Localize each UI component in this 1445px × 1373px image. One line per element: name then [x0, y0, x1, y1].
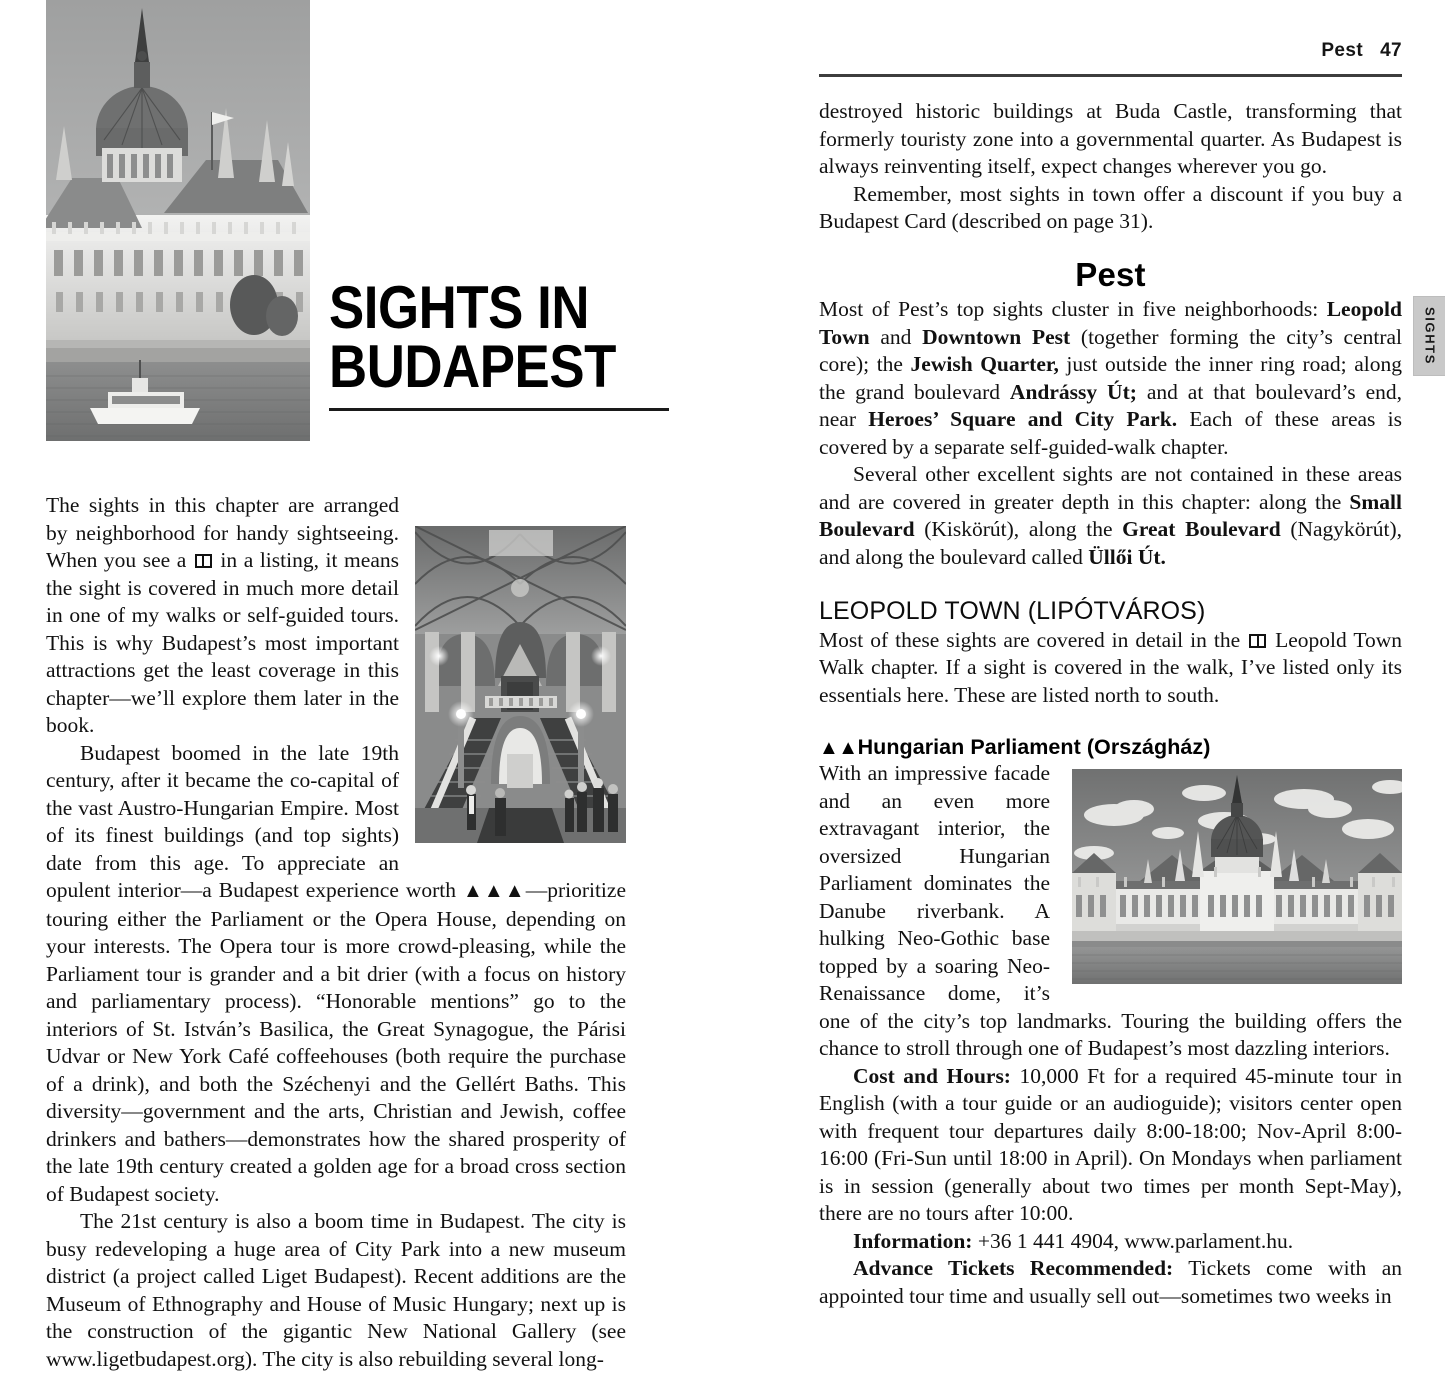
side-tab-sights[interactable]: [1413, 296, 1445, 376]
parliament-exterior-danube-photo: [46, 0, 310, 441]
pest-term-leopold-town: Leopold Town: [819, 297, 1402, 349]
cost-and-hours-paragraph: [819, 1063, 1402, 1228]
left-p2-part-a: Budapest boomed in the late 19th century, after it became the co-capital of the vast Austro-Hungarian Empire. Most of its finest buildings (and top sights) date from this age. To appreciate an opulent interior—a Budapest experience worth: [46, 740, 463, 902]
left-p2-part-b: —prioritize touring either the Parliament or the Opera House, depending on your interests. The Opera tour is more crowd-pleasing, while the Parliament tour is grander and a bit drier (with a focus on history and parliamentary process). “Honorable mentions” go to the interiors of St. István’s Basilica, the Great Synagogue, the Párisi Udvar or New York Café coffeehouses (both require the purchase of a drink), and both the Széchenyi and the Gellért Baths. This diversity—government and the arts, Christian and Jewish, coffee drinkers and bathers—demonstrates how the shared prosperity of the late 19th century created a golden age for a broad cross section of Budapest society.: [46, 878, 626, 1206]
parliament-riverfront-panorama-photo: [1072, 769, 1402, 984]
pest-p1-d: (together forming the city’s central core); the: [819, 324, 1403, 377]
information-paragraph: [819, 1228, 1402, 1256]
header-section-label: Pest: [1321, 40, 1364, 61]
pest-paragraph-1: [819, 296, 1402, 461]
chapter-title-line2: BUDAPEST: [329, 333, 616, 401]
pest-p1-e: just outside the inner ring road; along the grand boulevard: [819, 352, 1402, 404]
advance-tickets-paragraph: [819, 1255, 1402, 1310]
running-header: [819, 40, 1402, 62]
parliament-grand-staircase-interior-photo: [415, 526, 626, 843]
book-icon: [1249, 634, 1266, 648]
right-paragraph-2: Remember, most sights in town offer a discount if you buy a Budapest Card (described on page 31).: [819, 181, 1402, 233]
section-heading-pest: Pest: [1075, 255, 1146, 293]
left-paragraph-3: The 21st century is also a boom time in Budapest. The city is busy redeveloping a huge area of City Park into a new museum district (a project called Liget Budapest). Recent additions are the Museum of Ethnography and House of Music Hungary; next up is the construction of the gigantic New National Gallery (see www.ligetbudapest.org). The city is also rebuilding several long-: [46, 1209, 626, 1371]
advance-tickets-text: Tickets come with an appointed tour time and usually sell out—sometimes two weeks in: [819, 1256, 1402, 1308]
cost-and-hours-text: 10,000 Ft for a required 45-minute tour in English (with a tour guide or an audioguide); visitors center open with frequent tour departures daily 8:00-18:00; Nov-April 8:00-16:00 (Fri-Sun until 18:00 in April). On Mondays when parliament is in session (generally about two times per month Sept-May), there are no tours after 10:00.: [819, 1063, 1402, 1226]
pest-term-andrassy-ut: Andrássy Út;: [1009, 379, 1137, 404]
left-p1-part-b: in a listing, it means the sight is covered in much more detail in one of my walks or self-guided tours. This is why Budapest’s most important attractions get the least coverage in this chapter—we’ll explore them later in the book.: [46, 548, 399, 737]
pest-term-small-boulevard: Small Boulevard: [819, 489, 1402, 542]
pest-p1-a: Most of Pest’s top sights cluster in five neighborhoods:: [819, 297, 1327, 322]
left-p1-part-a: The sights in this chapter are arranged by neighborhood for handy sightseeing. When you see a: [46, 493, 399, 572]
pest-term-ulloi-ut: Üllői Út.: [1088, 544, 1166, 569]
leopold-paragraph: [819, 627, 1402, 710]
pest-paragraph-2: [819, 461, 1402, 571]
right-column-body: [819, 98, 1402, 1310]
left-column-body: [46, 492, 626, 1373]
leopold-p-b: Leopold Town Walk chapter. If a sight is covered in the walk, I’ve listed only its essentials here. These are listed north to south.: [819, 627, 1403, 707]
right-paragraph-1: destroyed historic buildings at Buda Castle, transforming that formerly touristy zone into a governmental quarter. As Budapest is always reinventing itself, expect changes wherever you go.: [819, 99, 1402, 178]
pest-p2-c: (Kiskörút), along the: [914, 517, 1123, 542]
header-rule: [819, 74, 1402, 77]
chapter-title-line1: SIGHTS IN: [329, 274, 590, 341]
pest-term-heroes-square: Heroes’ Square and City Park.: [868, 407, 1178, 432]
chapter-title-rule: [329, 408, 669, 411]
sight-heading-label: Hungarian Parliament (Országház): [857, 735, 1211, 760]
pest-p1-f: and at that boulevard’s end, near: [819, 379, 1402, 432]
three-triangles-icon: ▲▲▲: [462, 880, 526, 902]
page-title: [329, 274, 674, 401]
pest-term-jewish-quarter: Jewish Quarter,: [910, 352, 1059, 377]
pest-p2-d: (Nagykörút), and along the boulevard called: [819, 517, 1402, 569]
cost-and-hours-label: Cost and Hours:: [853, 1063, 1011, 1088]
two-triangles-icon: ▲▲: [819, 737, 858, 760]
right-column: [819, 0, 1403, 1308]
pest-p1-c: and: [869, 324, 923, 349]
page-number: 47: [1380, 40, 1402, 61]
information-label: Information:: [853, 1228, 973, 1253]
information-text: +36 1 441 4904, www.parlament.hu.: [972, 1228, 1294, 1253]
pest-term-great-boulevard: Great Boulevard: [1122, 517, 1281, 542]
subsection-heading-leopold-town: LEOPOLD TOWN (LIPÓTVÁROS): [819, 597, 1206, 626]
advance-tickets-label: Advance Tickets Recommended:: [853, 1256, 1174, 1281]
book-icon: [195, 554, 212, 568]
leopold-p-a: Most of these sights are covered in detail in the: [819, 627, 1248, 652]
pest-p2-a: Several other excellent sights are not contained in these areas and are covered in greater depth in this chapter: along the: [819, 462, 1402, 514]
sight-heading-hungarian-parliament: [819, 735, 1402, 760]
pest-term-downtown-pest: Downtown Pest: [922, 324, 1071, 349]
parliament-paragraph: With an impressive facade and an even more extravagant interior, the oversized Hungarian Parliament dominates the Danube riverbank. A hulking Neo-Gothic base topped by a soaring Neo-Renaissance dome, it’s one of the city’s top landmarks. Touring the building offers the chance to stroll through one of Budapest’s most dazzling interiors.: [819, 761, 1402, 1061]
left-column: [46, 0, 626, 1371]
side-tab-label: SIGHTS: [1422, 307, 1437, 365]
pest-p1-g: Each of these areas is covered by a separate self-guided-walk chapter.: [819, 407, 1402, 459]
